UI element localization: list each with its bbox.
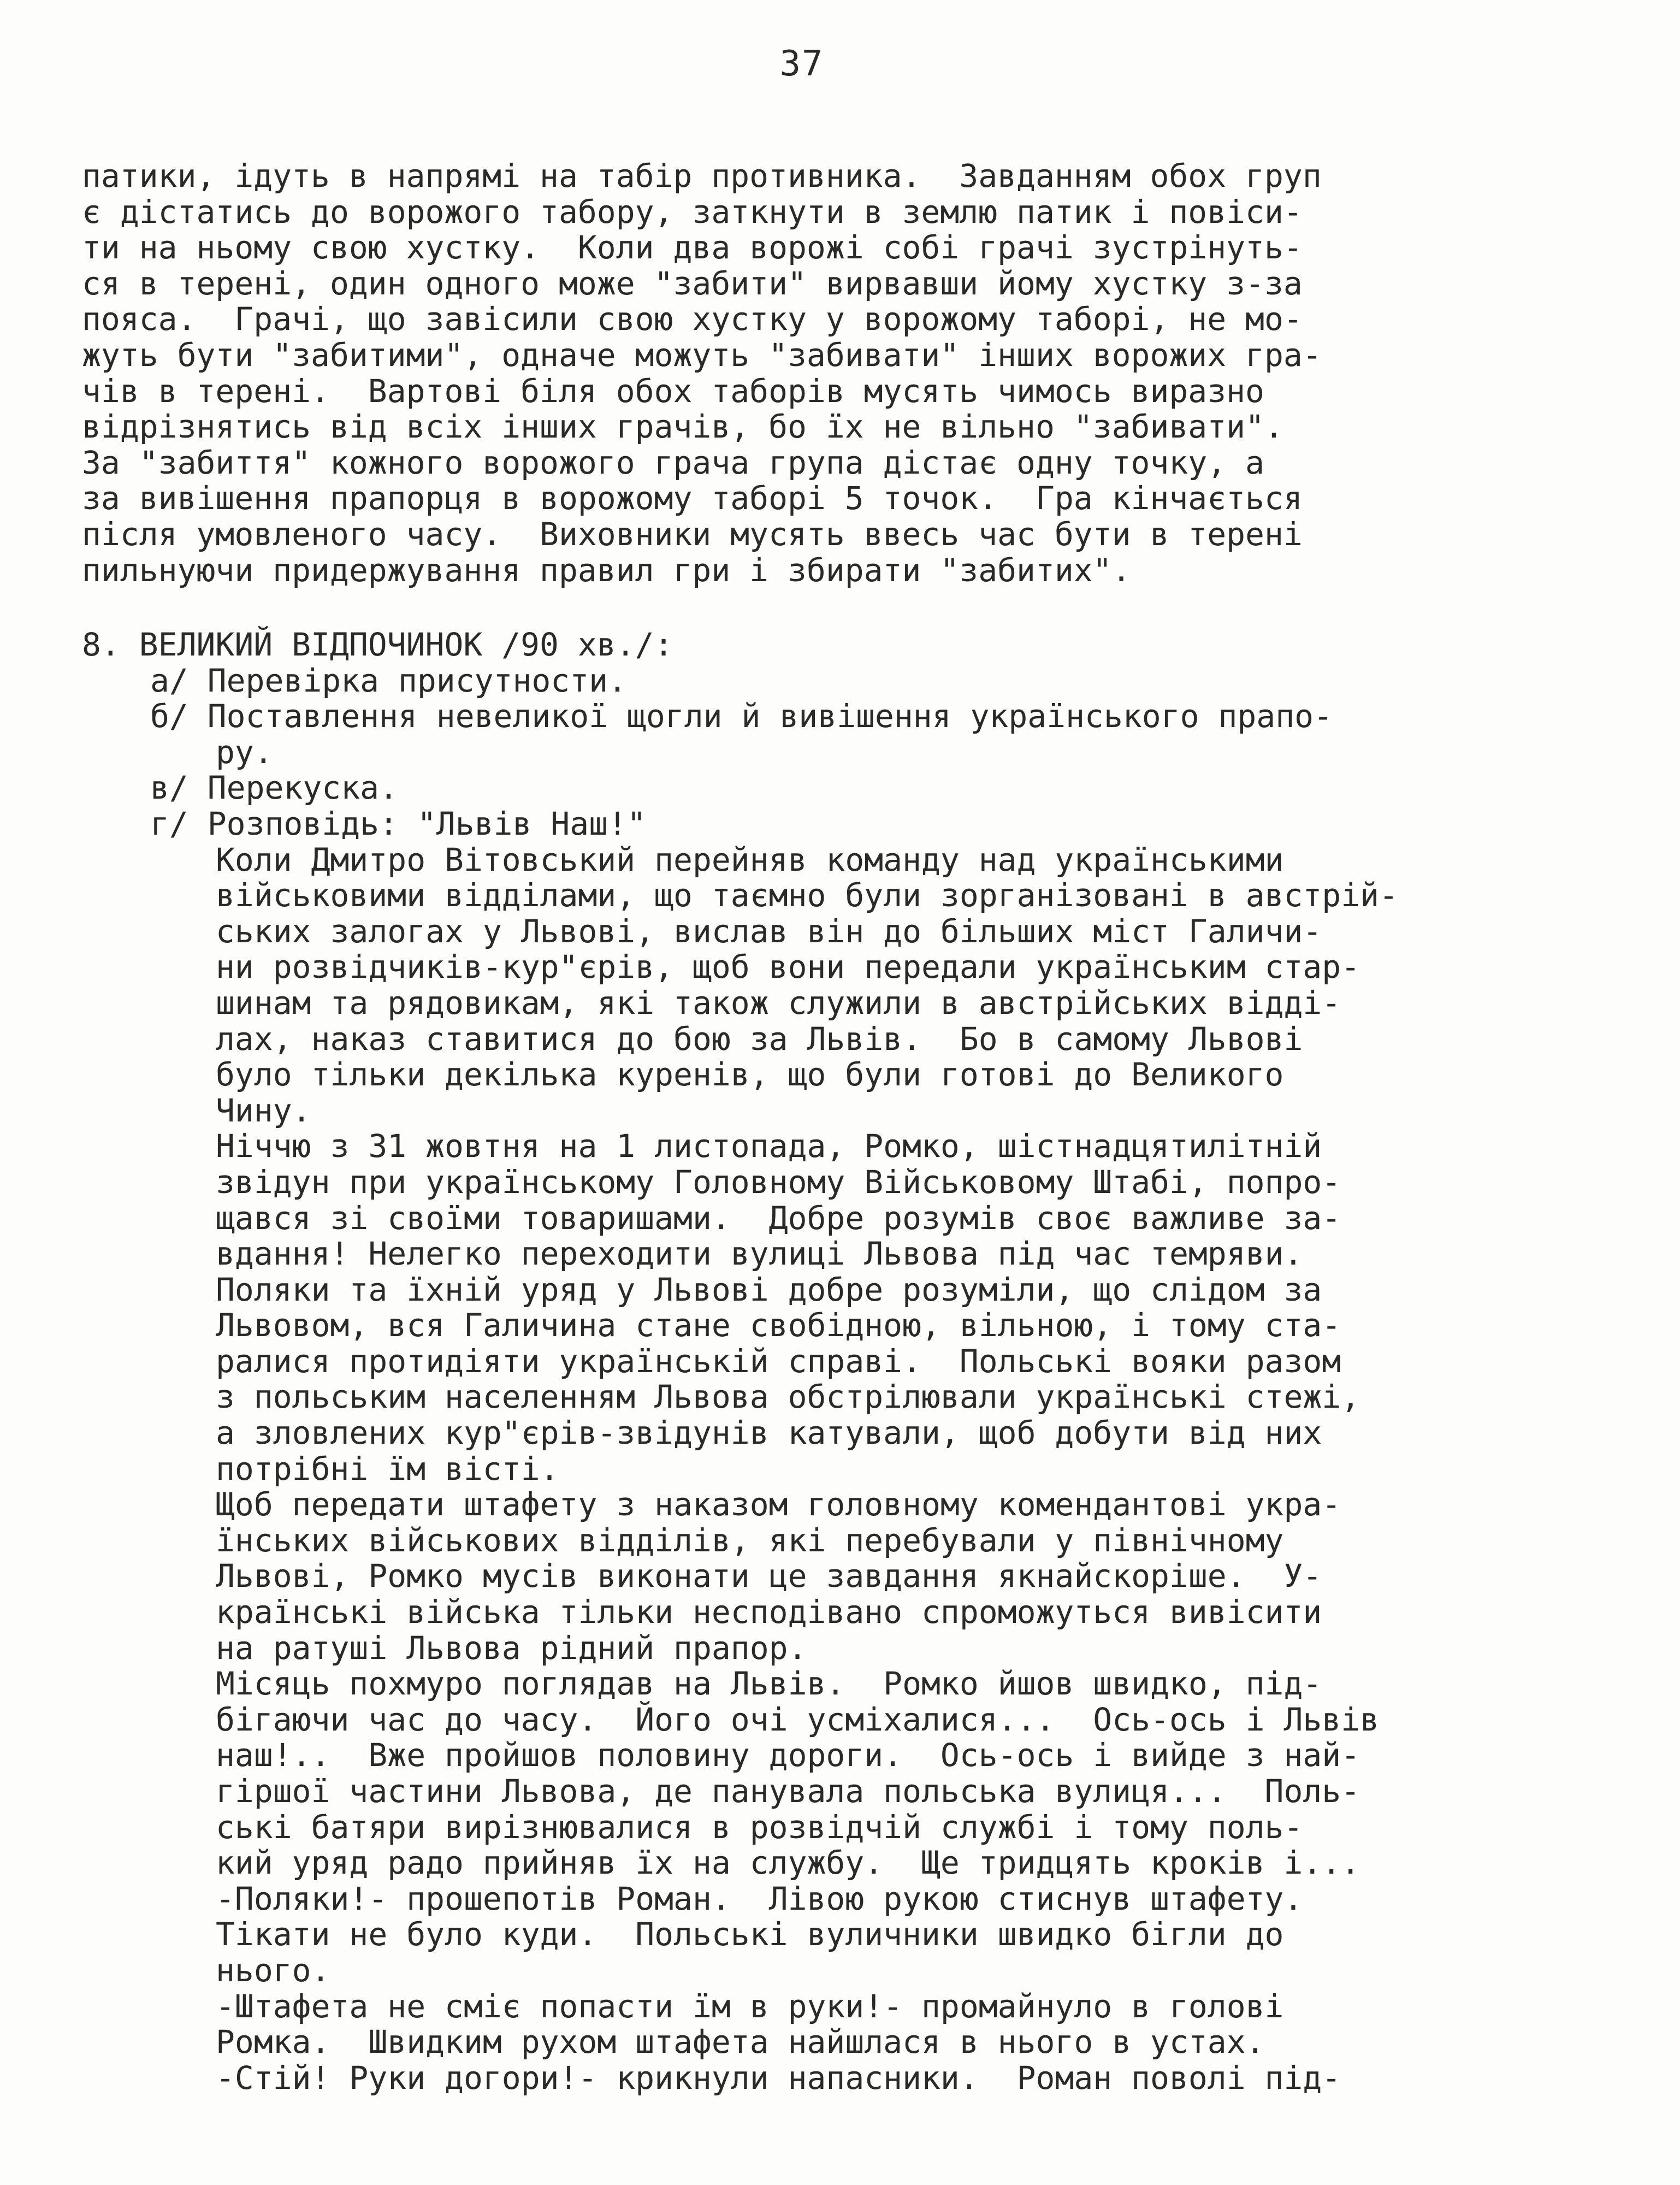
story-line: -Штафета не сміє попасти їм в руки!- промайнуло в голові [216,1987,1284,2025]
section-heading: 8. ВЕЛИКИЙ ВІДПОЧИНОК /90 хв./: [82,626,673,663]
text-line: ти на ньому свою хустку. Коли два ворожі собі грачі зустрінуть- [82,229,1303,267]
story-line: Ніччю з 31 жовтня на 1 листопада, Ромко, шістнадцятилітній [216,1127,1322,1165]
story-line: кий уряд радо прийняв їх на службу. Ще тридцять кроків і... [216,1844,1360,1882]
text-line: після умовленого часу. Виховники мусять ввесь час бути в терені [82,515,1303,553]
story-line: Ромка. Швидким рухом штафета найшлася в нього в устах. [216,2023,1265,2061]
story-line: військовими відділами, що таємно були зорганізовані в австрій- [216,877,1398,914]
page-number-text: 37 [779,44,824,84]
text-line: За "забиття" кожного ворожого грача група дістає одну точку, а [82,444,1264,481]
text-line: є дістатись до ворожого табору, заткнути в землю патик і повіси- [82,193,1303,231]
story-line: ни розвідчиків-кур"єрів, щоб вони передали українським стар- [216,948,1360,986]
story-line: бігаючи час до часу. Його очі усміхалися... Ось-ось і Львів [216,1700,1380,1738]
story-line: країнські війська тільки несподівано спроможуться вивісити [216,1593,1322,1631]
story-line: шинам та рядовикам, які також служили в австрійських відді- [216,984,1341,1021]
story-line: на ратуші Львова рідний прапор. [216,1629,807,1667]
list-item: а/ Перевірка присутности. [150,662,627,699]
story-line: потрібні їм вісті. [216,1450,559,1487]
story-line: Щоб передати штафету з наказом головному комендантові укра- [216,1486,1341,1523]
story-line: вдання! Нелегко переходити вулиці Львова під час темряви. [216,1235,1303,1273]
text-line: жуть бути "забитими", одначе можуть "забивати" інших ворожих гра- [82,336,1322,374]
story-line: лах, наказ ставитися до бою за Львів. Бо в самому Львові [216,1020,1303,1058]
story-line: Місяць похмуро поглядав на Львів. Ромко йшов швидко, під- [216,1665,1322,1703]
text-line: патики, ідуть в напрямі на табір противника. Завданням обох груп [82,157,1322,194]
intro-paragraph [82,158,1633,588]
story-line: звідун при українському Головному Військовому Штабі, попро- [216,1163,1341,1201]
text-line: чів в терені. Вартові біля обох таборів мусять чимось виразно [82,372,1264,410]
story-line: -Поляки!- прошепотів Роман. Лівою рукою стиснув штафету. [216,1880,1303,1917]
story-line: Поляки та їхній уряд у Львові добре розуміли, що слідом за [216,1271,1322,1308]
story-line: Чину. [216,1091,311,1129]
story-line: Коли Дмитро Вітовський перейняв команду над українськими [216,841,1284,878]
story-line: Львові, Ромко мусів виконати це завдання якнайскоріше. У- [216,1557,1322,1595]
page-number [0,44,1680,84]
text-line: пояса. Грачі, що завісили свою хустку у ворожому таборі, не мо- [82,300,1303,338]
list-item: г/ Розповідь: "Львів Наш!" [150,805,646,842]
story-line: щався зі своїми товаришами. Добре розумів своє важливе за- [216,1199,1341,1237]
story-line: наш!.. Вже пройшов половину дороги. Ось-ось і вийде з най- [216,1737,1360,1774]
text-line: відрізнятись від всіх інших грачів, бо їх не вільно "забивати". [82,408,1283,446]
section-great-rest [82,627,1633,2096]
list-item-continuation: ру. [216,733,273,771]
story-line: гіршої частини Львова, де панувала польська вулиця... Поль- [216,1773,1360,1810]
story-line: було тільки декілька куренів, що були готові до Великого [216,1056,1284,1094]
story-line: їнських військових відділів, які перебували у північному [216,1521,1284,1559]
story-line: -Стій! Руки догори!- крикнули напасники. Роман поволі під- [216,2059,1341,2097]
story-line: ські батяри вирізнювалися в розвідчій службі і тому поль- [216,1808,1303,1846]
list-item: б/ Поставлення невеликої щогли й вивішення українського прапо- [150,698,1333,735]
story-line: з польським населенням Львова обстрілювали українські стежі, [216,1378,1360,1416]
text-line: пильнуючи придержування правил гри і збирати "забитих". [82,551,1131,589]
story-line: нього. [216,1951,330,1989]
story-line: ських залогах у Львові, вислав він до більших міст Галичи- [216,912,1322,950]
list-item: в/ Перекуска. [150,769,398,807]
story-line: Львовом, вся Галичина стане свобідною, вільною, і тому ста- [216,1307,1341,1344]
story-line: а зловлених кур"єрів-звідунів катували, щоб добути від них [216,1414,1322,1452]
story-line: Тікати не було куди. Польські вуличники швидко бігли до [216,1916,1284,1953]
text-line: за вивішення прапорця в ворожому таборі 5 точок. Гра кінчається [82,480,1303,517]
story-line: ралися протидіяти українській справі. Польські вояки разом [216,1342,1341,1380]
text-line: ся в терені, один одного може "забити" вирвавши йому хустку з-за [82,264,1303,302]
